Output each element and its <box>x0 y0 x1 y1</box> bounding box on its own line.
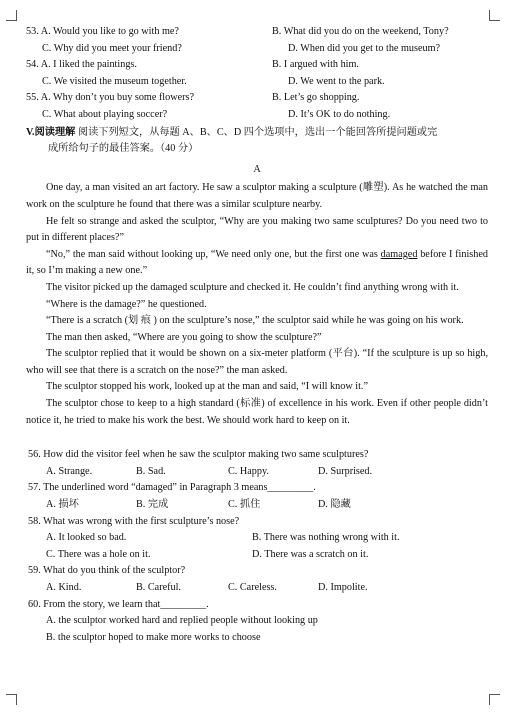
question-row <box>26 57 488 74</box>
option-left: 55. A. Why don’t you buy some flowers? <box>26 92 194 104</box>
question-58: 58. What was wrong with the first sculpture’s nose? <box>28 515 240 527</box>
paragraph: He felt so strange and asked the sculptor, “Why are you making two same sculptures? Do you need two to put in different places?” <box>26 215 488 244</box>
question-59-options <box>26 580 488 597</box>
question-57: 57. The underlined word “damaged” in Paragraph 3 means_________. <box>28 482 316 494</box>
option-b: B. There was nothing wrong with it. <box>252 532 400 544</box>
paragraph: One day, a man visited an art factory. He saw a sculptor making a sculpture (雕塑). As he watched the man work on the sculpture he found that there was a similar sculpture nearby. <box>26 182 488 210</box>
reading-questions <box>26 447 488 646</box>
question-57-options <box>26 497 488 514</box>
option-a: A. 损坏 <box>46 499 79 511</box>
crop-mark-top-left <box>6 10 17 21</box>
paragraph-text: “No,” the man said without looking up, “We need only one, but the first one was <box>46 248 381 260</box>
paragraph: The sculptor replied that it would be shown on a six-meter platform (平台). “If the sculpture is up so high, who will see that there is a scratch on the nose?” the man asked. <box>26 348 488 376</box>
option-right: D. It’s OK to do nothing. <box>288 108 391 120</box>
underlined-word: damaged <box>380 248 418 260</box>
option-left: C. Why did you meet your friend? <box>42 42 182 54</box>
option-right: B. Let’s go shopping. <box>272 92 360 104</box>
question-row <box>26 74 488 91</box>
question-56: 56. How did the visitor feel when he saw the sculptor making two same sculptures? <box>28 449 369 461</box>
option-left: C. We visited the museum together. <box>42 75 187 87</box>
option-left: C. What about playing soccer? <box>42 108 168 120</box>
option-a: A. It looked so bad. <box>46 532 127 544</box>
option-right: B. What did you do on the weekend, Tony? <box>272 26 449 37</box>
paragraph: The man then asked, “Where are you going to show the sculpture?” <box>46 331 322 343</box>
question-row <box>26 107 488 124</box>
question-59: 59. What do you think of the sculptor? <box>28 565 186 577</box>
section-instructions: 阅读下列短文，从每题 A、B、C、D 四个选项中，选出一个能回答所提问题或完 <box>75 126 438 138</box>
section-instructions-line2: 成所给句子的最佳答案。（40 分） <box>48 143 199 155</box>
crop-mark-top-right <box>489 10 500 21</box>
paragraph <box>26 247 488 280</box>
section-heading <box>26 125 488 142</box>
option-b: B. Sad. <box>136 465 166 477</box>
option-right: D. We went to the park. <box>288 75 385 87</box>
option-d: D. Impolite. <box>318 582 368 593</box>
question-60: 60. From the story, we learn that_________. <box>28 598 209 610</box>
crop-mark-bottom-right <box>489 694 500 705</box>
option-d: D. Surprised. <box>318 465 373 477</box>
option-d: D. 隐藏 <box>318 499 351 511</box>
paragraph-text: before I finished it, so I’m making a new one.” <box>26 248 488 277</box>
question-58-options-ab <box>26 530 488 547</box>
option-b: B. 完成 <box>136 499 169 511</box>
option-right: D. When did you get to the museum? <box>288 42 441 54</box>
option-a: A. Strange. <box>46 465 93 477</box>
question-56-options <box>26 464 488 481</box>
option-c: C. There was a hole on it. <box>46 548 151 560</box>
option-a: A. the sculptor worked hard and replied people without looking up <box>46 615 318 627</box>
option-a: A. Kind. <box>46 582 82 593</box>
crop-mark-bottom-left <box>6 694 17 705</box>
option-c: C. 抓住 <box>228 499 261 511</box>
paragraph: The sculptor stopped his work, looked up at the man and said, “I will know it.” <box>46 381 368 393</box>
option-left: 53. A. Would you like to go with me? <box>26 26 179 37</box>
reading-passage <box>26 180 488 429</box>
paragraph: The sculptor chose to keep to a high standard (标准) of excellence in his work. Even if other people didn’t notice it, he tried to make his work the best. We should work hard to keep on it. <box>26 398 488 426</box>
option-left: 54. A. I liked the paintings. <box>26 59 137 71</box>
question-58-options-cd <box>26 547 488 564</box>
paragraph: “There is a scratch (划 痕 ) on the sculpture’s nose,” the sculptor said while he was going on his work. <box>46 315 464 327</box>
option-c: C. Careless. <box>228 582 277 593</box>
question-row <box>26 41 488 58</box>
paragraph: “Where is the damage?” he questioned. <box>46 298 207 310</box>
page-content <box>26 24 488 646</box>
option-b: B. the sculptor hoped to make more works to choose <box>46 631 261 643</box>
option-d: D. There was a scratch on it. <box>252 548 369 560</box>
dialogue-questions <box>26 24 488 124</box>
paragraph: The visitor picked up the damaged sculpture and checked it. He couldn’t find anything wrong with it. <box>46 281 459 293</box>
question-row <box>26 24 488 41</box>
option-right: B. I argued with him. <box>272 59 359 71</box>
passage-letter: A <box>253 163 261 175</box>
section-number: V.阅读理解 <box>26 126 76 138</box>
question-row <box>26 90 488 107</box>
option-c: C. Happy. <box>228 465 269 477</box>
option-b: B. Careful. <box>136 582 181 593</box>
